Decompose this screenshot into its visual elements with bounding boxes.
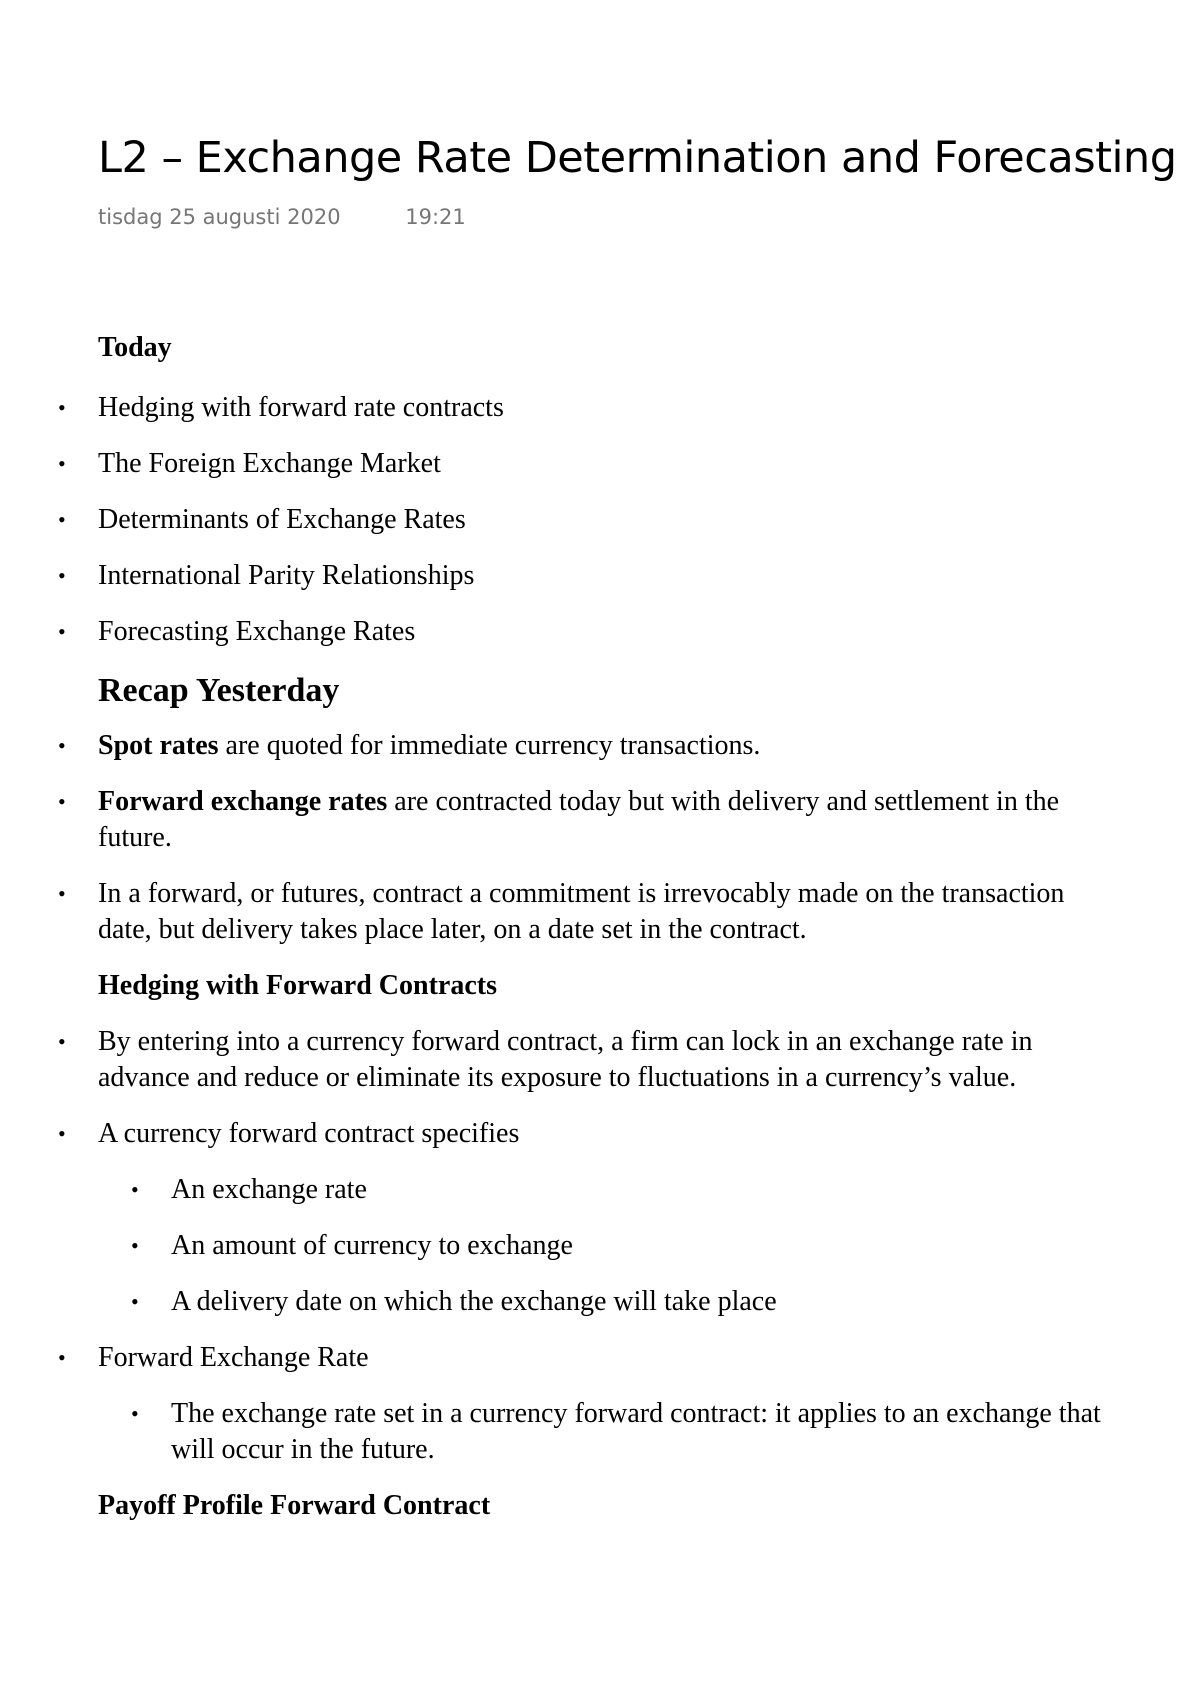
bullet-icon: • [58,1345,66,1370]
recap-list [0,728,1200,948]
bullet-icon: • [58,789,66,814]
page-date: tisdag 25 augusti 2020 [98,205,341,229]
sub-list-item: • An amount of currency to exchange [98,1228,1120,1264]
bullet-icon: • [131,1177,139,1202]
sub-list-item: • An exchange rate [98,1172,1120,1208]
section-heading-recap: Recap Yesterday [98,672,340,709]
bullet-icon: • [131,1289,139,1314]
list-item: • Determinants of Exchange Rates [0,502,1200,538]
list-item: • In a forward, or futures, contract a commitment is irrevocably made on the transaction date, but delivery takes place later, on a date set in the contract. [58,878,1065,945]
bullet-icon: • [58,1029,66,1054]
section-heading-hedging: Hedging with Forward Contracts [98,970,497,1001]
bullet-icon: • [58,881,66,906]
bullet-icon: • [58,1121,66,1146]
bullet-icon: • [58,395,66,420]
list-item: • International Parity Relationships [0,558,1200,594]
list-item: • Hedging with forward rate contracts [0,390,1200,426]
page-title: L2 – Exchange Rate Determination and Forecasting [98,133,1177,183]
forward-contract-specs-list [98,1172,1120,1320]
sub-list-item: • The exchange rate set in a currency forward contract: it applies to an exchange that will occur in the future. [131,1398,1101,1465]
list-item: • By entering into a currency forward contract, a firm can lock in an exchange rate in advance and reduce or eliminate its exposure to fluctuations in a currency’s value. [58,1026,1033,1093]
today-list [0,390,1200,650]
section-heading-today: Today [98,332,172,363]
sub-list-item: • A delivery date on which the exchange will take place [98,1284,1120,1320]
list-item: • A currency forward contract specifies • An exchange rate • An amount of currency to exchange • A delivery date on which the exchange will take place [0,1116,1200,1320]
bullet-icon: • [58,507,66,532]
bullet-icon: • [58,451,66,476]
page-meta [98,205,466,229]
list-item: • Spot rates are quoted for immediate currency transactions. [0,728,1200,764]
section-heading-payoff: Payoff Profile Forward Contract [98,1490,491,1521]
note-content [0,330,1200,1544]
list-item: • Forward Exchange Rate • The exchange rate set in a currency forward contract: it applies to an exchange that will occur in the future. [0,1340,1200,1468]
bullet-icon: • [58,619,66,644]
list-item: • Forward exchange rates are contracted today but with delivery and settlement in the future. [58,786,1060,853]
bullet-icon: • [58,733,66,758]
bullet-icon: • [131,1233,139,1258]
bullet-icon: • [58,563,66,588]
list-item: • The Foreign Exchange Market [0,446,1200,482]
list-item: • Forecasting Exchange Rates [0,614,1200,650]
hedging-list [0,1024,1200,1468]
bullet-icon: • [131,1401,139,1426]
page-time: 19:21 [405,205,466,229]
forward-rate-definition-list [98,1396,1120,1468]
